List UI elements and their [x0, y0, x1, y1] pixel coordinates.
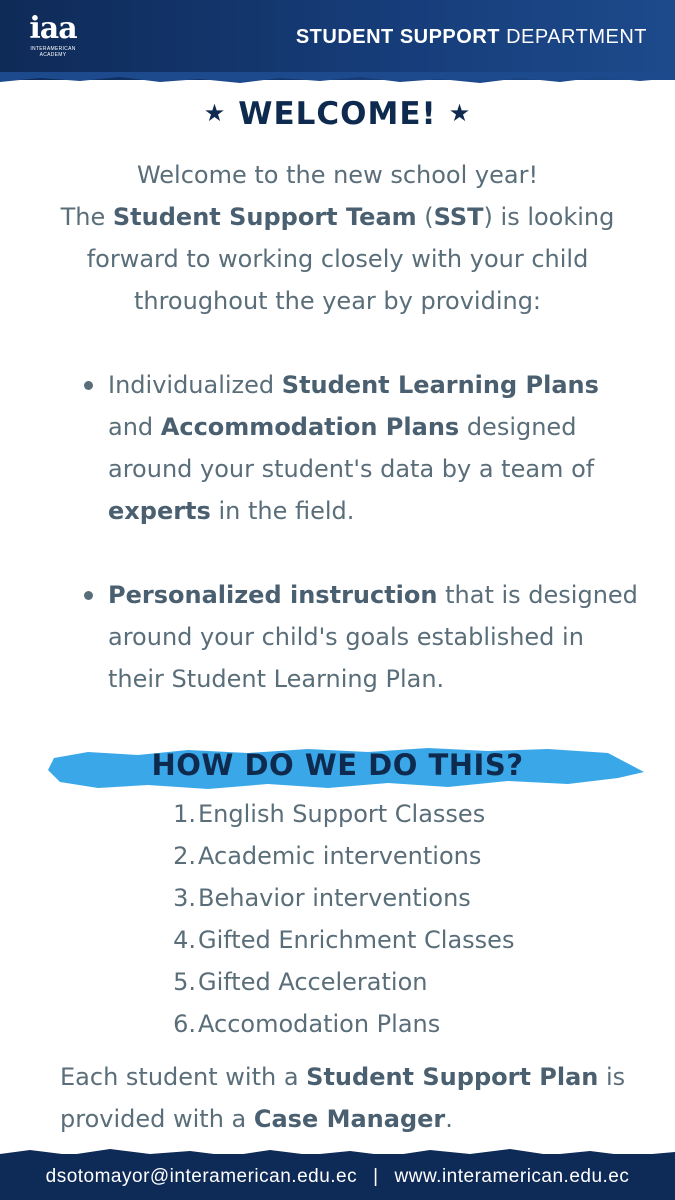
intro-text: ( [416, 203, 434, 231]
bullet-bold: Accommodation Plans [160, 413, 460, 441]
closing-bold: Student Support Plan [306, 1063, 599, 1091]
bullet-bold: Student Learning Plans [281, 371, 599, 399]
intro-bold: Student Support Team [112, 203, 417, 231]
intro-paragraph [0, 154, 675, 322]
services-list [80, 364, 640, 742]
intro-line-3: forward to working closely with your child [86, 245, 589, 273]
logo-mark: iaa [29, 11, 77, 46]
intro-line-1: Welcome to the new school year! [136, 161, 539, 189]
step-label: Behavior interventions [198, 884, 471, 912]
list-item [80, 574, 640, 700]
welcome-title: WELCOME! [238, 96, 437, 132]
step-label: English Support Classes [198, 800, 486, 828]
step-label: Accomodation Plans [198, 1010, 441, 1038]
list-item [168, 835, 514, 877]
star-icon: ★ [448, 99, 472, 127]
closing-paragraph [60, 1056, 640, 1140]
step-number: 2. [173, 842, 196, 870]
step-number: 1. [173, 800, 196, 828]
school-logo[interactable] [18, 12, 88, 68]
step-number: 4. [173, 926, 196, 954]
header-banner [0, 0, 675, 80]
bullet-bold: Personalized instruction [108, 581, 438, 609]
closing-text: Each student with a [60, 1063, 307, 1091]
welcome-heading [0, 96, 675, 132]
closing-text: . [445, 1105, 453, 1133]
department-title [296, 26, 647, 49]
footer-separator: | [373, 1166, 379, 1187]
email-link[interactable]: dsotomayor@interamerican.edu.ec [45, 1166, 358, 1187]
footer-contact [0, 1166, 675, 1188]
step-number: 3. [173, 884, 196, 912]
department-title-bold: STUDENT SUPPORT [295, 26, 500, 48]
department-title-light: DEPARTMENT [506, 26, 647, 48]
closing-bold: Case Manager [253, 1105, 446, 1133]
bullet-text: in the field. [210, 497, 355, 525]
how-heading: HOW DO WE DO THIS? [151, 748, 524, 782]
list-item [168, 1003, 514, 1045]
logo-subtext: INTERAMERICAN ACADEMY [30, 46, 76, 58]
intro-line-2 [0, 196, 675, 238]
step-label: Gifted Acceleration [198, 968, 428, 996]
bullet-text: Individualized [108, 371, 282, 399]
list-item [168, 793, 514, 835]
step-number: 5. [173, 968, 196, 996]
list-item [168, 877, 514, 919]
intro-text: ) is looking [483, 203, 615, 231]
bullet-text: designed around your student's data by a team of [108, 413, 595, 483]
list-item [168, 961, 514, 1003]
header-torn-edge [0, 72, 675, 86]
intro-bold: SST [433, 203, 484, 231]
closing-text: is provided with a [60, 1063, 626, 1133]
star-icon: ★ [203, 99, 227, 127]
step-label: Gifted Enrichment Classes [198, 926, 515, 954]
bullet-text: and [108, 413, 161, 441]
bullet-bold: experts [108, 497, 211, 525]
bullet-text: that is designed around your child's goals established in their Student Learning Plan. [108, 581, 638, 693]
step-number: 6. [173, 1010, 196, 1038]
website-link[interactable]: www.interamerican.edu.ec [394, 1166, 630, 1187]
list-item [80, 364, 640, 532]
methods-list [168, 793, 514, 1045]
intro-text: The [60, 203, 113, 231]
list-item [168, 919, 514, 961]
step-label: Academic interventions [198, 842, 482, 870]
intro-line-4: throughout the year by providing: [133, 287, 542, 315]
